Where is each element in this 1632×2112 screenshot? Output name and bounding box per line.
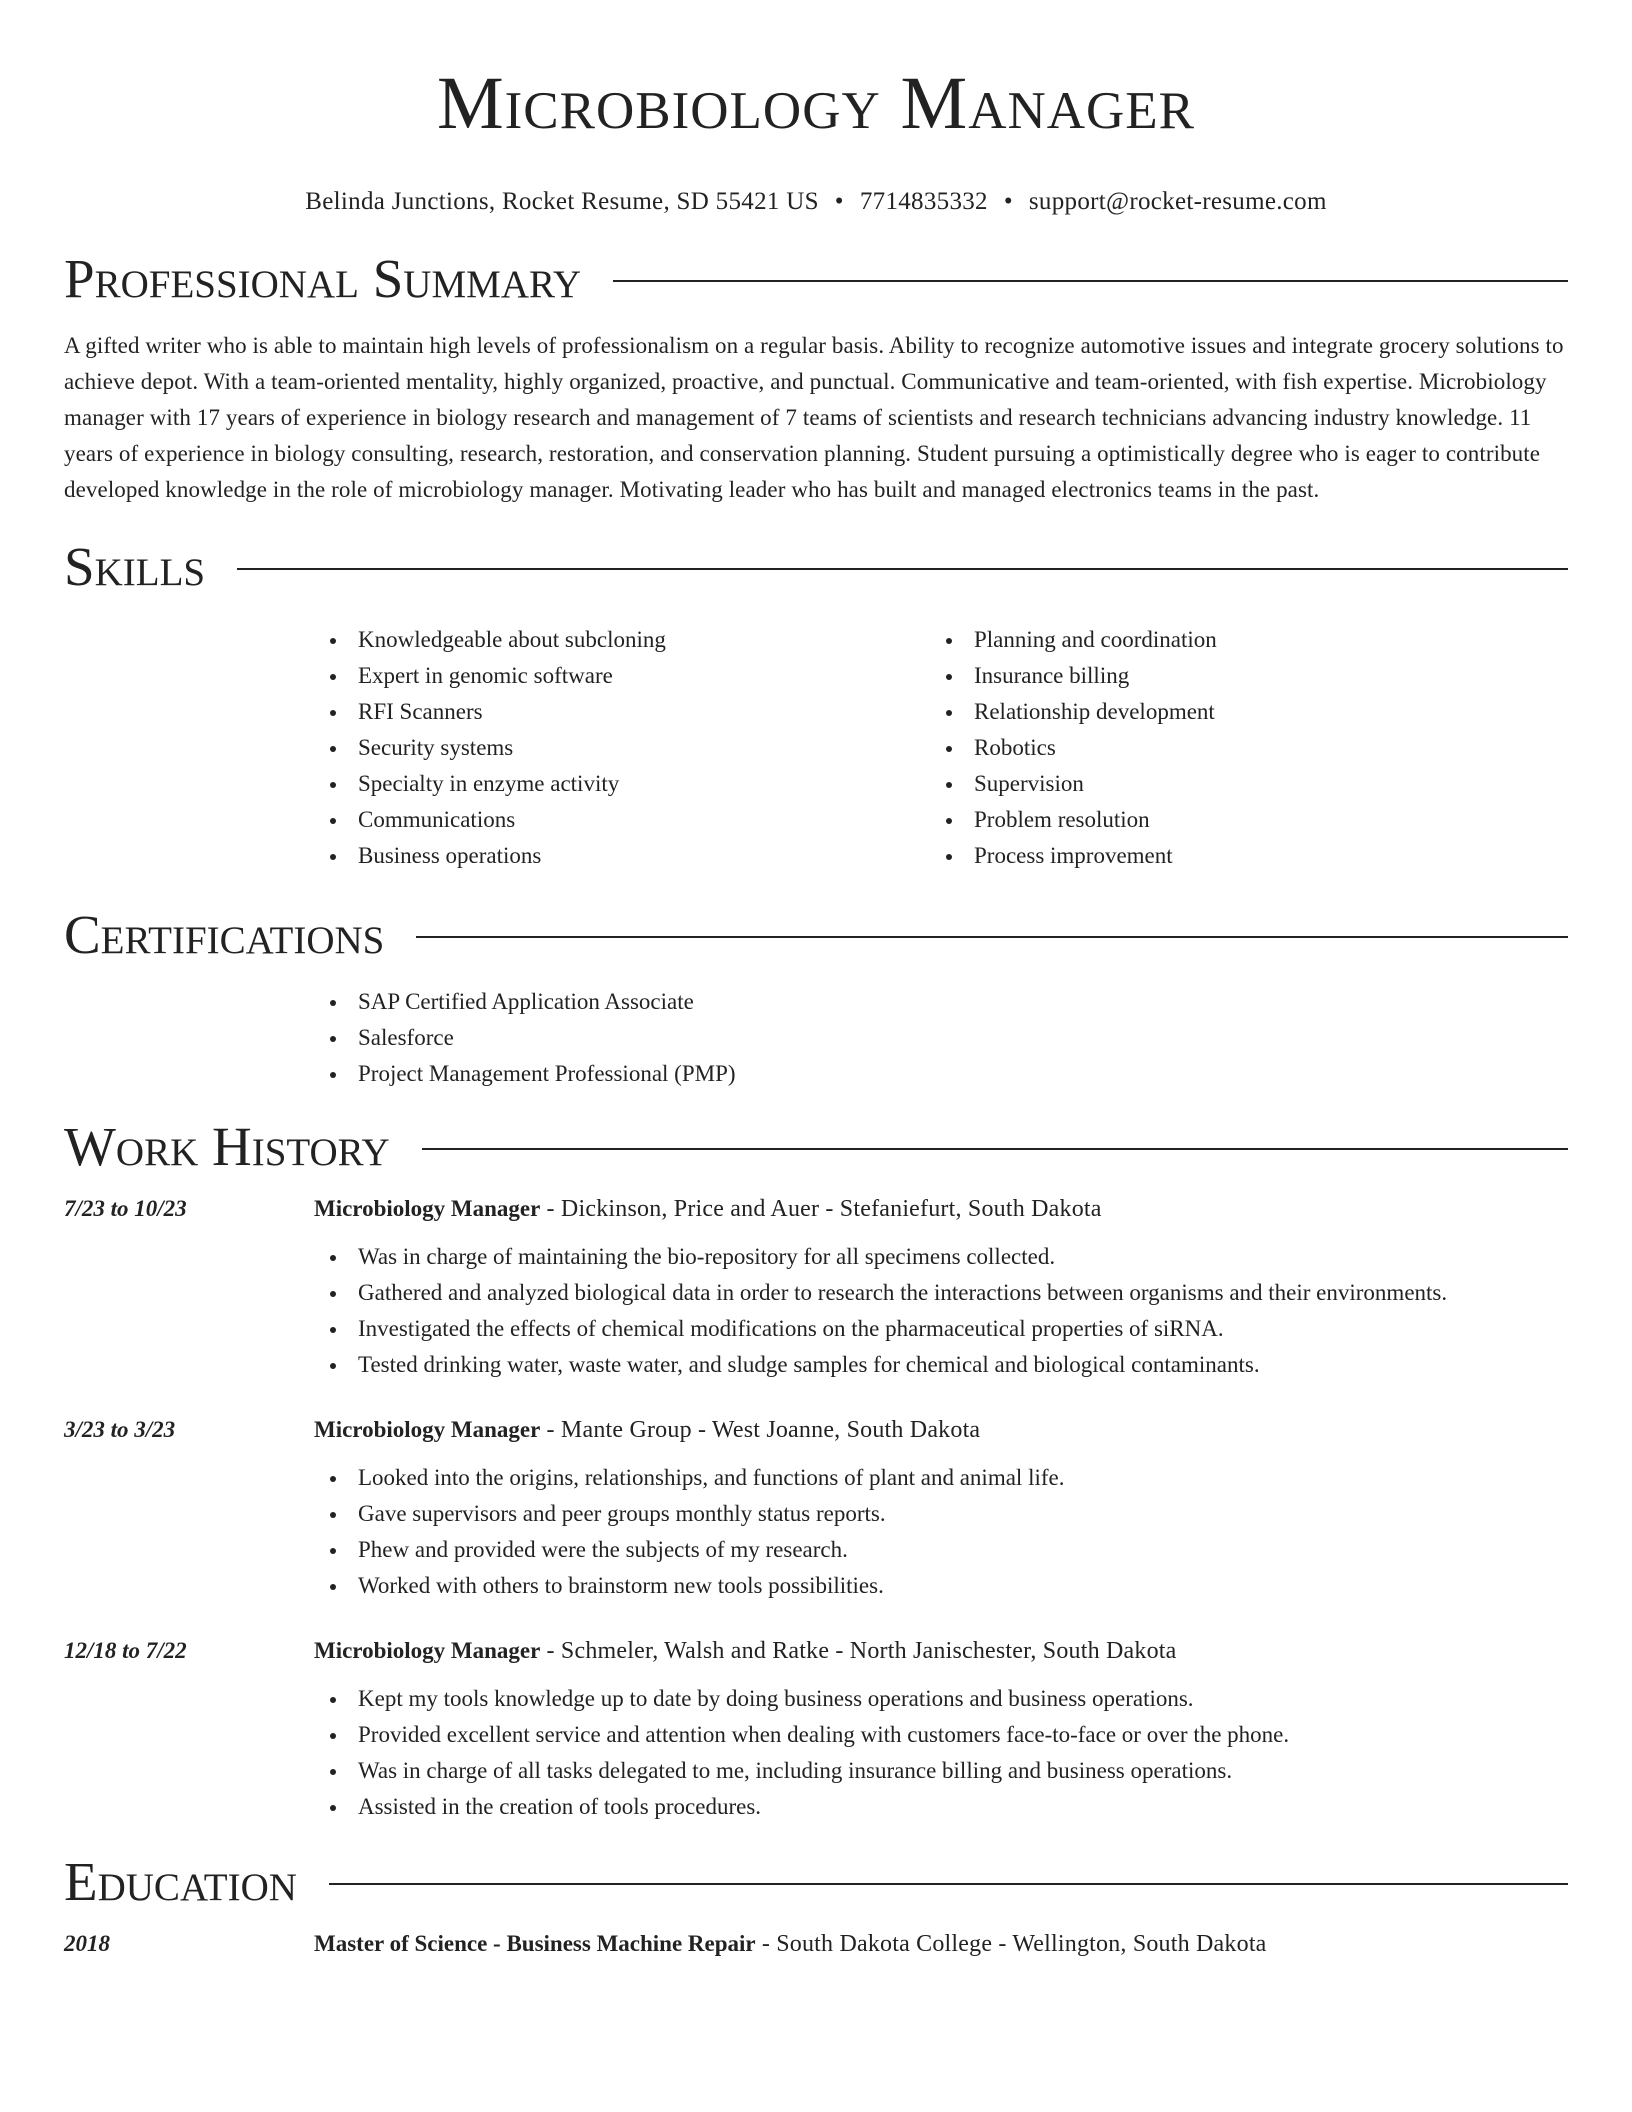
job-bullets — [314, 1681, 1568, 1825]
section-divider — [329, 1883, 1568, 1885]
job-title: Microbiology Manager — [314, 1417, 541, 1442]
job-title-line — [314, 1196, 1102, 1223]
job-dates: 12/18 to 7/22 — [64, 1638, 187, 1663]
job-entry — [64, 1417, 1568, 1604]
job-bullet: Gathered and analyzed biological data in order to research the interactions between organisms and their environments. — [314, 1275, 1568, 1311]
section-heading-text: Work History — [64, 1116, 390, 1177]
section-divider — [613, 280, 1568, 282]
section-heading-work-history — [64, 1114, 1568, 1180]
job-title-line — [314, 1417, 980, 1444]
job-bullet: Looked into the origins, relationships, and functions of plant and animal life. — [314, 1460, 1568, 1496]
section-heading-education — [64, 1849, 1568, 1915]
contact-email: support@rocket-resume.com — [1028, 188, 1327, 215]
job-bullet: Gave supervisors and peer groups monthly status reports. — [314, 1496, 1568, 1532]
skill-item: Expert in genomic software — [314, 658, 930, 694]
section-heading-text: Skills — [64, 536, 206, 597]
job-bullet: Phew and provided were the subjects of my research. — [314, 1532, 1568, 1568]
job-bullet: Worked with others to brainstorm new tools possibilities. — [314, 1568, 1568, 1604]
skill-item: Planning and coordination — [930, 622, 1546, 658]
skill-item: RFI Scanners — [314, 694, 930, 730]
job-bullet: Was in charge of all tasks delegated to me, including insurance billing and business operations. — [314, 1753, 1568, 1789]
contact-separator: • — [834, 188, 844, 215]
skills-list-right — [930, 622, 1546, 874]
skill-item: Business operations — [314, 838, 930, 874]
section-heading-text: Certifications — [64, 904, 385, 965]
education-degree: Master of Science - Business Machine Repair — [314, 1931, 756, 1956]
section-divider — [422, 1148, 1568, 1150]
job-bullet: Kept my tools knowledge up to date by doing business operations and business operations. — [314, 1681, 1568, 1717]
certification-item: Salesforce — [314, 1020, 1568, 1056]
job-bullets — [314, 1460, 1568, 1604]
skill-item: Relationship development — [930, 694, 1546, 730]
job-dates: 7/23 to 10/23 — [64, 1196, 187, 1221]
job-title-line — [314, 1638, 1177, 1665]
skills-list-left — [314, 622, 930, 874]
job-bullet: Provided excellent service and attention when dealing with customers face-to-face or over the phone. — [314, 1717, 1568, 1753]
job-bullet: Was in charge of maintaining the bio-repository for all specimens collected. — [314, 1239, 1568, 1275]
section-heading-skills — [64, 534, 1568, 600]
job-employer: - Dickinson, Price and Auer - Stefaniefurt, South Dakota — [540, 1196, 1102, 1222]
contact-separator: • — [1003, 188, 1013, 215]
contact-phone: 7714835332 — [859, 188, 988, 215]
job-title: Microbiology Manager — [314, 1638, 541, 1663]
skill-item: Specialty in enzyme activity — [314, 766, 930, 802]
section-heading-text: Education — [64, 1851, 297, 1912]
job-bullets — [314, 1239, 1568, 1383]
resume-title: Microbiology Manager — [436, 62, 1196, 145]
job-entry — [64, 1638, 1568, 1825]
job-dates: 3/23 to 3/23 — [64, 1417, 176, 1442]
education-year: 2018 — [64, 1931, 110, 1956]
summary-text: A gifted writer who is able to maintain high levels of professionalism on a regular basis. Ability to recognize automotive issues and integrate grocery solutions to achieve depot. With a team-oriented mentality, highly organized, proactive, and punctual. Communicative and team-oriented, with fish expertise. Microbiology manager with 17 years of experience in biology research and management of 7 teams of scientists and research technicians advancing industry knowledge. 11 years of experience in biology consulting, research, restoration, and conservation planning. Student pursuing a optimistically degree who is eager to contribute developed knowledge in the role of microbiology manager. Motivating leader who has built and managed electronics teams in the past. — [64, 333, 1564, 502]
contact-line — [64, 188, 1568, 216]
skill-item: Robotics — [930, 730, 1546, 766]
skill-item: Communications — [314, 802, 930, 838]
certifications-list — [314, 984, 1568, 1092]
job-header — [64, 1196, 1568, 1223]
section-divider — [237, 568, 1568, 570]
skill-item: Insurance billing — [930, 658, 1546, 694]
section-heading-text: Professional Summary — [64, 248, 582, 309]
skill-item: Security systems — [314, 730, 930, 766]
skill-item: Process improvement — [930, 838, 1546, 874]
education-line — [314, 1931, 1267, 1958]
education-school: - South Dakota College - Wellington, South Dakota — [755, 1931, 1267, 1957]
job-bullet: Assisted in the creation of tools procedures. — [314, 1789, 1568, 1825]
skill-item: Supervision — [930, 766, 1546, 802]
contact-address: Belinda Junctions, Rocket Resume, SD 55421 US — [305, 188, 819, 215]
job-entry — [64, 1196, 1568, 1383]
job-employer: - Schmeler, Walsh and Ratke - North Janischester, South Dakota — [540, 1638, 1177, 1664]
skill-item: Problem resolution — [930, 802, 1546, 838]
certification-item: Project Management Professional (PMP) — [314, 1056, 1568, 1092]
certification-item: SAP Certified Application Associate — [314, 984, 1568, 1020]
job-employer: - Mante Group - West Joanne, South Dakota — [540, 1417, 981, 1443]
section-divider — [416, 936, 1568, 938]
section-heading-certifications — [64, 902, 1568, 968]
job-bullet: Tested drinking water, waste water, and sludge samples for chemical and biological contaminants. — [314, 1347, 1568, 1383]
skills-grid — [314, 622, 1568, 874]
education-entry — [64, 1931, 1568, 1958]
skill-item: Knowledgeable about subcloning — [314, 622, 930, 658]
job-title: Microbiology Manager — [314, 1196, 541, 1221]
job-header — [64, 1638, 1568, 1665]
job-header — [64, 1417, 1568, 1444]
job-bullet: Investigated the effects of chemical modifications on the pharmaceutical properties of siRNA. — [314, 1311, 1568, 1347]
section-heading-summary — [64, 246, 1568, 312]
